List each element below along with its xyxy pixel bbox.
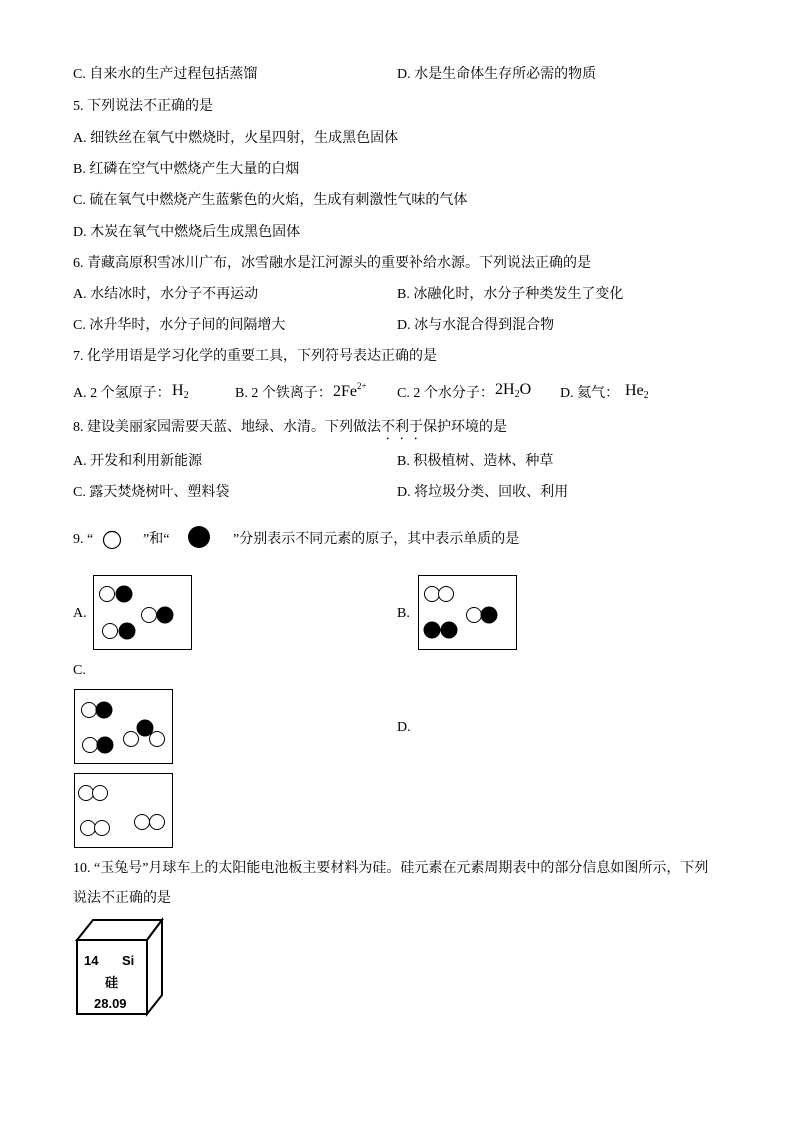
q9-option-d-label: D. <box>397 720 411 735</box>
atomic-number: 14 <box>84 953 99 968</box>
q7-option-c-label: C. 2 个水分子： <box>397 386 494 401</box>
element-name: 硅 <box>105 975 119 990</box>
element-tile-silicon <box>72 915 168 1019</box>
q4-option-c: C. 自来水的生产过程包括蒸馏 <box>73 67 258 82</box>
atomic-mass: 28.09 <box>94 996 127 1011</box>
atom-open <box>124 732 139 747</box>
q5-stem: 5. 下列说法不正确的是 <box>73 99 213 114</box>
q8-option-b: B. 积极植树、造林、种草 <box>397 454 554 469</box>
atom-open <box>135 815 150 830</box>
atom-filled <box>96 702 113 719</box>
q8-option-a: A. 开发和利用新能源 <box>73 454 203 469</box>
q9-option-c-diagram <box>74 689 174 765</box>
q9-option-b-diagram <box>418 575 518 651</box>
q9-option-a-diagram <box>93 575 193 651</box>
q7-option-d-formula <box>625 381 649 401</box>
q8-option-d: D. 将垃圾分类、回收、利用 <box>397 485 569 500</box>
atom-open <box>81 821 96 836</box>
atom-open <box>82 703 97 718</box>
q6-option-c: C. 冰升华时，水分子间的间隔增大 <box>73 318 286 333</box>
q9-stem-middle: ”和“ <box>143 532 170 547</box>
q5-option-d: D. 木炭在氧气中燃烧后生成黑色固体 <box>73 225 301 240</box>
q10-stem-line1: 10. “玉兔号”月球车上的太阳能电池板主要材料为硅。硅元素在元素周期表中的部分信息如图所示，下列 <box>73 861 709 876</box>
formula-main: H <box>172 382 184 399</box>
q6-stem: 6. 青藏高原积雪冰川广布，冰雪融水是江河源头的重要补给水源。下列说法正确的是 <box>73 256 591 271</box>
atom-open <box>103 624 118 639</box>
atom-open <box>150 732 165 747</box>
q9-option-d-diagram <box>74 773 174 849</box>
atom-open <box>467 608 482 623</box>
atom-open <box>83 738 98 753</box>
q8-option-c: C. 露天焚烧树叶、塑料袋 <box>73 485 230 500</box>
atom-open <box>93 786 108 801</box>
atom-open <box>425 587 440 602</box>
formula-subscript: 2 <box>183 390 189 401</box>
q9-stem-prefix: 9. “ <box>73 532 94 547</box>
atom-open <box>439 587 454 602</box>
atom-open <box>150 815 165 830</box>
atom-filled <box>137 720 154 737</box>
atom-open <box>142 608 157 623</box>
q9-option-a-label: A. <box>73 606 87 621</box>
q8-stem <box>73 419 507 443</box>
q8-stem-emphasis: 不利于 <box>381 420 423 435</box>
q5-option-b: B. 红磷在空气中燃烧产生大量的白烟 <box>73 162 300 177</box>
open-atom-icon <box>101 529 123 551</box>
q6-option-a: A. 水结冰时，水分子不再运动 <box>73 287 259 302</box>
formula-main: 2H <box>495 381 515 398</box>
atom-filled <box>97 737 114 754</box>
q4-option-d: D. 水是生命体生存所必需的物质 <box>397 67 597 82</box>
q7-option-b-label: B. 2 个铁离子： <box>235 386 332 401</box>
atom-filled <box>157 607 174 624</box>
q6-option-b: B. 冰融化时，水分子种类发生了变化 <box>397 287 624 302</box>
q7-option-c-formula <box>495 380 531 400</box>
element-symbol: Si <box>122 953 135 968</box>
atom-filled <box>481 607 498 624</box>
atom-filled <box>424 622 441 639</box>
q7-option-d-label: D. 氦气： <box>560 386 620 401</box>
q9-stem-suffix: ”分别表示不同元素的原子，其中表示单质的是 <box>233 532 520 547</box>
atom-filled <box>441 622 458 639</box>
q6-option-d: D. 冰与水混合得到混合物 <box>397 318 555 333</box>
q7-option-a-formula <box>172 381 189 401</box>
atom-open <box>95 821 110 836</box>
q8-stem-after: 保护环境的是 <box>423 420 507 435</box>
formula-main: 2Fe <box>333 383 357 400</box>
q10-stem-line2: 说法不正确的是 <box>73 891 171 906</box>
q7-option-a-label: A. 2 个氢原子： <box>73 386 171 401</box>
formula-subscript: 2 <box>514 389 520 400</box>
formula-subscript: 2 <box>643 390 649 401</box>
atom-filled <box>116 586 133 603</box>
formula-superscript: 2+ <box>357 381 367 391</box>
formula-post: O <box>519 381 532 398</box>
formula-main: He <box>625 382 644 399</box>
atom-open <box>100 587 115 602</box>
q7-stem: 7. 化学用语是学习化学的重要工具，下列符号表达正确的是 <box>73 349 437 364</box>
q5-option-c: C. 硫在氧气中燃烧产生蓝紫色的火焰，生成有刺激性气味的气体 <box>73 193 468 208</box>
filled-atom-icon <box>187 525 211 549</box>
q9-option-b-label: B. <box>397 606 410 621</box>
q8-stem-before: 8. 建设美丽家园需要天蓝、地绿、水清。下列做法 <box>73 420 381 435</box>
atom-open <box>79 786 94 801</box>
q7-option-b-formula <box>333 382 367 402</box>
atom-filled <box>119 623 136 640</box>
q5-option-a: A. 细铁丝在氧气中燃烧时，火星四射，生成黑色固体 <box>73 131 399 146</box>
q9-option-c-label: C. <box>73 663 86 678</box>
